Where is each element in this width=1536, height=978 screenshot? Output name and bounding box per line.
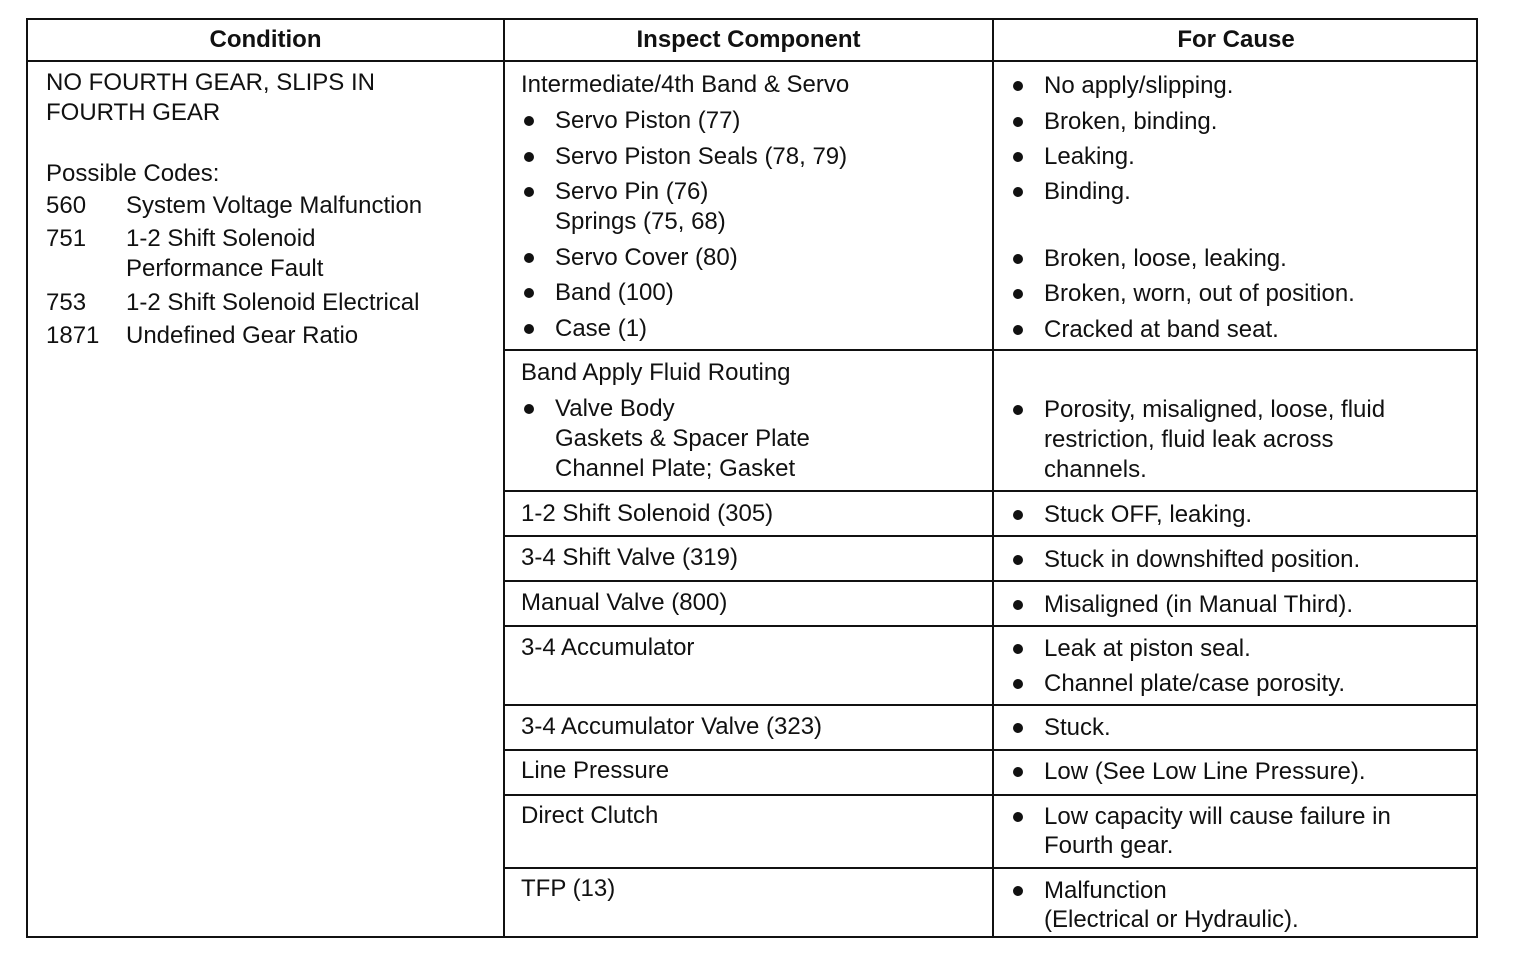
code-number: 1871	[46, 322, 100, 349]
component-item: Springs (75, 68)	[555, 208, 726, 235]
bullet-icon	[1013, 187, 1023, 197]
component-name: 3-4 Accumulator Valve (323)	[521, 713, 823, 740]
row-divider	[503, 625, 1476, 627]
cause-text: Low capacity will cause failure in	[1044, 803, 1391, 830]
component-item: Band (100)	[555, 279, 674, 306]
cause-text: Leak at piston seal.	[1044, 635, 1251, 662]
component-item: Valve Body	[555, 395, 675, 422]
header-for-cause: For Cause	[1177, 26, 1295, 53]
code-number: 751	[46, 225, 87, 252]
header-inspect-component: Inspect Component	[636, 26, 861, 53]
cause-text: (Electrical or Hydraulic).	[1044, 906, 1299, 933]
bullet-icon	[524, 116, 534, 126]
bullet-icon	[1013, 767, 1023, 777]
code-description: Undefined Gear Ratio	[126, 322, 359, 349]
cause-text: Misaligned (in Manual Third).	[1044, 591, 1354, 618]
cause-text: Malfunction	[1044, 877, 1167, 904]
component-name: 3-4 Shift Valve (319)	[521, 544, 738, 571]
code-description: System Voltage Malfunction	[126, 192, 423, 219]
column-divider	[503, 20, 505, 936]
bullet-icon	[1013, 405, 1023, 415]
condition-title: NO FOURTH GEAR, SLIPS IN	[46, 69, 375, 96]
bullet-icon	[524, 288, 534, 298]
cause-text: Stuck in downshifted position.	[1044, 546, 1361, 573]
cause-text: Broken, loose, leaking.	[1044, 245, 1287, 272]
bullet-icon	[1013, 723, 1023, 733]
bullet-icon	[1013, 555, 1023, 565]
code-number: 560	[46, 192, 87, 219]
header-divider	[28, 60, 1476, 62]
cause-text: Stuck.	[1044, 714, 1111, 741]
bullet-icon	[1013, 289, 1023, 299]
row-divider	[503, 704, 1476, 706]
possible-codes-label: Possible Codes:	[46, 160, 220, 187]
row-divider	[503, 749, 1476, 751]
bullet-icon	[524, 152, 534, 162]
cause-text: channels.	[1044, 456, 1147, 483]
bullet-icon	[524, 404, 534, 414]
condition-title: FOURTH GEAR	[46, 99, 221, 126]
cause-text: restriction, fluid leak across	[1044, 426, 1334, 453]
component-item: Servo Piston (77)	[555, 107, 741, 134]
cause-text: Low (See Low Line Pressure).	[1044, 758, 1366, 785]
bullet-icon	[1013, 886, 1023, 896]
header-condition: Condition	[209, 26, 322, 53]
row-divider	[503, 794, 1476, 796]
component-item: Servo Pin (76)	[555, 178, 709, 205]
component-item: Case (1)	[555, 315, 648, 342]
component-name: Intermediate/4th Band & Servo	[521, 71, 850, 98]
bullet-icon	[524, 187, 534, 197]
code-description: 1-2 Shift Solenoid Electrical	[126, 289, 420, 316]
component-name: TFP (13)	[521, 875, 616, 902]
bullet-icon	[1013, 644, 1023, 654]
component-name: 1-2 Shift Solenoid (305)	[521, 500, 774, 527]
cause-text: Binding.	[1044, 178, 1131, 205]
component-name: Manual Valve (800)	[521, 589, 728, 616]
code-number: 753	[46, 289, 87, 316]
component-item: Channel Plate; Gasket	[555, 455, 796, 482]
bullet-icon	[1013, 152, 1023, 162]
bullet-icon	[1013, 117, 1023, 127]
row-divider	[503, 349, 1476, 351]
bullet-icon	[1013, 254, 1023, 264]
cause-text: Fourth gear.	[1044, 832, 1174, 859]
bullet-icon	[1013, 325, 1023, 335]
component-item: Servo Piston Seals (78, 79)	[555, 143, 848, 170]
bullet-icon	[524, 324, 534, 334]
row-divider	[503, 867, 1476, 869]
cause-text: Broken, worn, out of position.	[1044, 280, 1355, 307]
row-divider	[503, 490, 1476, 492]
bullet-icon	[1013, 679, 1023, 689]
code-description: Performance Fault	[126, 255, 324, 282]
diagnosis-table	[26, 18, 1478, 938]
cause-text: Leaking.	[1044, 143, 1135, 170]
cause-text: No apply/slipping.	[1044, 72, 1234, 99]
cause-text: Porosity, misaligned, loose, fluid	[1044, 396, 1386, 423]
bullet-icon	[1013, 81, 1023, 91]
component-name: Line Pressure	[521, 757, 670, 784]
cause-text: Cracked at band seat.	[1044, 316, 1279, 343]
bullet-icon	[1013, 812, 1023, 822]
component-item: Servo Cover (80)	[555, 244, 738, 271]
cause-text: Channel plate/case porosity.	[1044, 670, 1346, 697]
column-divider	[992, 20, 994, 936]
cause-text: Broken, binding.	[1044, 108, 1218, 135]
component-item: Gaskets & Spacer Plate	[555, 425, 810, 452]
bullet-icon	[1013, 600, 1023, 610]
component-name: Direct Clutch	[521, 802, 659, 829]
row-divider	[503, 535, 1476, 537]
bullet-icon	[524, 253, 534, 263]
component-name: 3-4 Accumulator	[521, 634, 695, 661]
row-divider	[503, 580, 1476, 582]
component-name: Band Apply Fluid Routing	[521, 359, 791, 386]
code-description: 1-2 Shift Solenoid	[126, 225, 316, 252]
bullet-icon	[1013, 510, 1023, 520]
cause-text: Stuck OFF, leaking.	[1044, 501, 1253, 528]
